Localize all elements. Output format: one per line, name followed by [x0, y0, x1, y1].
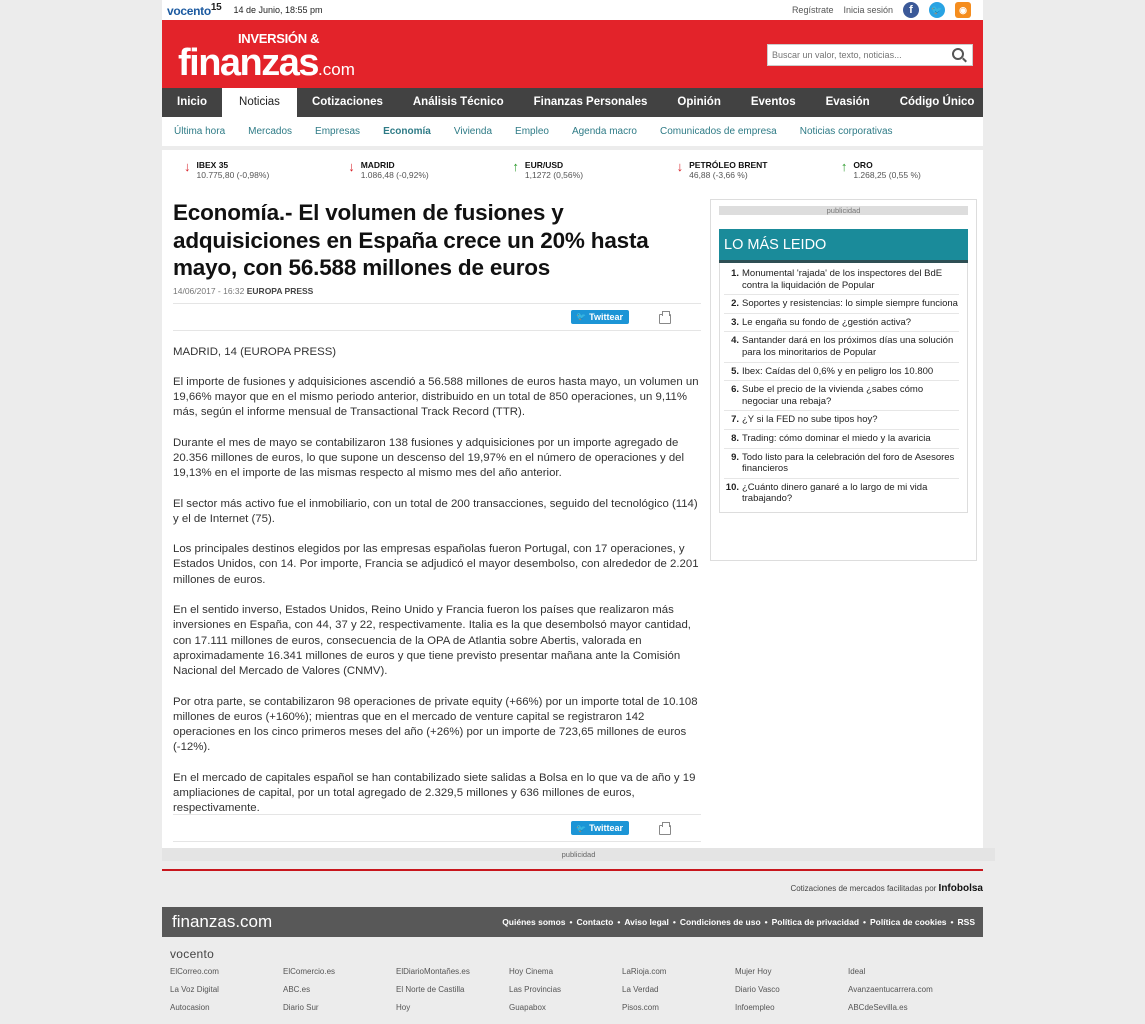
arrow-down-icon: ↓	[184, 159, 191, 174]
partner-link[interactable]: Hoy Cinema	[509, 967, 554, 976]
partner-link[interactable]: ABC.es	[283, 985, 311, 994]
partner-link[interactable]: Avanzaentucarrera.com	[848, 985, 933, 994]
site-logo[interactable]: INVERSIÓN & finanzas.com	[178, 31, 355, 84]
nav-finanzas-personales[interactable]: Finanzas Personales	[533, 96, 648, 108]
register-link[interactable]: Regístrate	[791, 5, 834, 15]
tweet-button[interactable]: 🐦 Twittear	[571, 310, 629, 324]
most-read-list	[719, 263, 968, 513]
login-link[interactable]: Inicia sesión	[843, 5, 893, 15]
sub-nav	[162, 117, 983, 146]
main-nav	[162, 88, 983, 117]
partner-link[interactable]: ElCorreo.com	[170, 967, 219, 976]
article-source: EUROPA PRESS	[246, 285, 314, 296]
list-item[interactable]: 2. Soportes y resistencias: lo simple siempre funciona	[724, 295, 959, 314]
arrow-up-icon: ↑	[512, 159, 519, 174]
nav-analisis-tecnico[interactable]: Análisis Técnico	[412, 96, 504, 108]
nav-inicio[interactable]: Inicio	[177, 96, 208, 108]
partner-link[interactable]: Pisos.com	[622, 1003, 659, 1012]
footer-link-rss[interactable]: RSS	[957, 917, 975, 927]
search-input[interactable]	[768, 50, 948, 60]
partner-link[interactable]: Las Provincias	[509, 985, 562, 994]
article-headline: Economía.- El volumen de fusiones y adquisiciones en España crece un 20% hasta mayo, con 56.588 millones de euros	[173, 200, 649, 280]
footer-links: Quiénes somos • Contacto • Aviso legal • Condiciones de uso • Política de privacidad • Política de cookies • RSS	[502, 917, 975, 927]
partner-link[interactable]: Infoempleo	[735, 1003, 775, 1012]
article-paragraph: En el sentido inverso, Estados Unidos, Reino Unido y Francia fueron los países que realizaron más inversiones en España, con 44, 37 y 22, respectivamente. Italia es la que desembolsó mayor cantidad, con 17.111 millones de euros, consecuencia de la OPA de Atlantia sobre Abertis, valorada en aproximadamente 16.341 millones de euros y que tiene previsto presentar mañana ante la Comisión Nacional del Mercado de Valores (CNMV).	[173, 604, 691, 678]
footer-link-contacto[interactable]: Contacto	[576, 917, 614, 927]
subnav-vivienda[interactable]: Vivienda	[453, 126, 493, 137]
logo-main-text: finanzas	[178, 42, 319, 84]
nav-noticias[interactable]: Noticias	[222, 88, 297, 117]
list-item[interactable]: 5. Ibex: Caídas del 0,6% y en peligro los 10.800	[724, 363, 959, 382]
twitter-bird-icon: 🐦	[576, 823, 587, 833]
ticker-eurusd[interactable]: ↑ EUR/USD 1,1272 (0,56%)	[512, 159, 584, 180]
partner-link[interactable]: Hoy	[396, 1003, 411, 1012]
print-icon[interactable]	[659, 825, 671, 835]
partner-link[interactable]: Guapabox	[509, 1003, 546, 1012]
partner-link[interactable]: La Voz Digital	[170, 985, 219, 994]
twitter-icon[interactable]: 🐦	[929, 2, 945, 18]
ad-label: publicidad	[719, 206, 968, 215]
market-tickers	[162, 150, 983, 190]
article-paragraph: Los principales destinos elegidos por las empresas españolas fueron Portugal, con 17 operaciones, y Estados Unidos, con 14. Por importe, Francia se adjudicó el mayor desembolso, con alrededor de 2.201 millones de euros.	[173, 543, 699, 586]
top-strip	[162, 0, 983, 20]
nav-eventos[interactable]: Eventos	[750, 96, 796, 108]
list-item[interactable]: 1. Monumental 'rajada' de los inspectores del BdE contra la liquidación de Popular	[724, 265, 959, 295]
search-box	[767, 44, 973, 66]
subnav-noticias-corporativas[interactable]: Noticias corporativas	[799, 126, 893, 137]
subnav-mercados[interactable]: Mercados	[248, 126, 293, 137]
facebook-icon[interactable]: f	[903, 2, 919, 18]
nav-codigo-unico[interactable]: Código Único	[899, 96, 975, 108]
partner-link[interactable]: Diario Vasco	[735, 985, 780, 994]
partner-link[interactable]: La Verdad	[622, 985, 659, 994]
article-paragraph: El sector más activo fue el inmobiliario, con un total de 200 transacciones, seguido del tecnológico (114) y el de Internet (75).	[173, 497, 698, 525]
footer-link-cookies[interactable]: Política de cookies	[870, 917, 947, 927]
current-date: 14 de Junio, 18:55 pm	[233, 5, 323, 15]
partner-link[interactable]: Ideal	[848, 967, 866, 976]
article-paragraph: Por otra parte, se contabilizaron 98 operaciones de private equity (+66%) por un importe total de 10.108 millones de euros (+160%); mientras que en el mercado de venture capital se registraron 142 operaciones en los cinco primeros meses del año (+26%) por un importe de 723,65 millones de euros (-12%).	[173, 695, 698, 754]
top-actions	[792, 2, 983, 18]
ticker-ibex[interactable]: ↓ IBEX 35 10.775,80 (-0,98%)	[184, 159, 270, 180]
ticker-madrid[interactable]: ↓ MADRID 1.086,48 (-0,92%)	[348, 159, 429, 180]
subnav-agenda-macro[interactable]: Agenda macro	[571, 126, 637, 137]
footer-logo[interactable]: finanzas.com	[172, 912, 273, 931]
site-header	[162, 20, 983, 88]
footer-link-condiciones[interactable]: Condiciones de uso	[679, 917, 761, 927]
partner-link[interactable]: ABCdeSevilla.es	[848, 1003, 908, 1012]
share-bar-top	[173, 303, 701, 331]
arrow-down-icon: ↓	[348, 159, 355, 174]
search-icon[interactable]	[952, 48, 964, 60]
article-date: 14/06/2017 - 16:32	[173, 285, 245, 296]
subnav-empleo[interactable]: Empleo	[515, 126, 549, 137]
article	[173, 199, 701, 817]
infobolsa-credit: Cotizaciones de mercados facilitadas por Infobolsa	[790, 883, 983, 894]
footer-link-privacidad[interactable]: Política de privacidad	[771, 917, 860, 927]
share-bar-bottom	[173, 814, 701, 842]
footer-link-quienes-somos[interactable]: Quiénes somos	[502, 917, 566, 927]
logo-suffix: .com	[318, 60, 355, 79]
list-item[interactable]: 10. ¿Cuánto dinero ganaré a lo largo de mi vida trabajando?	[725, 481, 928, 505]
ticker-oro[interactable]: ↑ ORO 1.268,25 (0,55 %)	[840, 159, 921, 180]
print-icon[interactable]	[659, 314, 671, 324]
partner-sites	[170, 966, 970, 1014]
list-item[interactable]: 9. Todo listo para la celebración del foro de Asesores financieros	[724, 449, 959, 479]
partner-link[interactable]: Autocasion	[170, 1003, 210, 1012]
vocento-logo[interactable]: vocento$^{15}$	[167, 2, 222, 18]
article-paragraph: En el mercado de capitales español se han contabilizado siete salidas a Bolsa en lo que va de año y 19 ampliaciones de capital, por un total agregado de 2.329,5 millones y 636 millones de euros, respectivamente.	[173, 771, 696, 815]
article-paragraph: MADRID, 14 (EUROPA PRESS)	[173, 345, 337, 358]
divider	[162, 869, 983, 871]
sidebar	[710, 199, 977, 561]
nav-evasion[interactable]: Evasión	[825, 96, 870, 108]
twitter-bird-icon: 🐦	[576, 312, 587, 321]
subnav-economia[interactable]: Economía	[383, 126, 431, 137]
most-read-title: LO MÁS LEIDO	[719, 229, 968, 263]
list-item[interactable]: 8. Trading: cómo dominar el miedo y la avaricia	[724, 430, 959, 449]
nav-cotizaciones[interactable]: Cotizaciones	[311, 96, 383, 108]
main-content	[162, 190, 983, 848]
partner-link[interactable]: Diario Sur	[283, 1003, 319, 1012]
article-paragraph: El importe de fusiones y adquisiciones ascendió a 56.588 millones de euros hasta mayo, un volumen un 19,66% mayor que en el mismo periodo anterior, distribuido en un total de 850 operaciones, un 9,11% más, según el informe mensual de Transactional Track Record (TTR).	[173, 375, 699, 419]
article-paragraph: Durante el mes de mayo se contabilizaron 138 fusiones y adquisiciones por un importe agregado de 20.356 millones de euros, lo que supone un descenso del 19,97% en el número de operaciones y del 19,13% en el importe de las mismas respecto al mismo mes del año anterior.	[173, 436, 685, 480]
list-item[interactable]: 4. Santander dará en los próximos días una solución para los minoritarios de Popular	[724, 332, 959, 362]
article-meta	[173, 286, 701, 296]
list-item[interactable]: 7. ¿Y si la FED no sube tipos hoy?	[724, 411, 959, 430]
list-item[interactable]: 3. Le engaña su fondo de ¿gestión activa?	[724, 314, 959, 333]
arrow-down-icon: ↓	[676, 159, 684, 174]
partner-link[interactable]: ElDiarioMontañes.es	[396, 967, 470, 976]
partner-link[interactable]: Mujer Hoy	[735, 967, 772, 976]
infobolsa-link[interactable]: Infobolsa	[938, 883, 983, 894]
partner-link[interactable]: LaRioja.com	[622, 967, 667, 976]
rss-icon[interactable]: ◉	[955, 2, 971, 18]
article-body	[173, 345, 701, 817]
partner-link[interactable]: El Norte de Castilla	[396, 985, 465, 994]
subnav-empresas[interactable]: Empresas	[315, 126, 361, 137]
footer-link-aviso-legal[interactable]: Aviso legal	[624, 917, 669, 927]
list-item[interactable]: 6. Sube el precio de la vivienda ¿sabes cómo negociar una rebaja?	[724, 381, 959, 411]
ticker-brent[interactable]: ↓ PETRÓLEO BRENT 46,88 (-3,66 %)	[676, 159, 768, 180]
ad-label-bottom: publicidad	[162, 848, 995, 861]
subnav-comunicados[interactable]: Comunicados de empresa	[660, 126, 777, 137]
arrow-up-icon: ↑	[840, 159, 848, 174]
partner-link[interactable]: ElComercio.es	[283, 967, 336, 976]
nav-opinion[interactable]: Opinión	[677, 96, 721, 108]
vocento-footer-logo[interactable]: vocento	[170, 947, 215, 961]
footer-bar	[162, 907, 983, 937]
subnav-ultima-hora[interactable]: Última hora	[174, 126, 226, 137]
tweet-button[interactable]: 🐦 Twittear	[571, 821, 629, 835]
